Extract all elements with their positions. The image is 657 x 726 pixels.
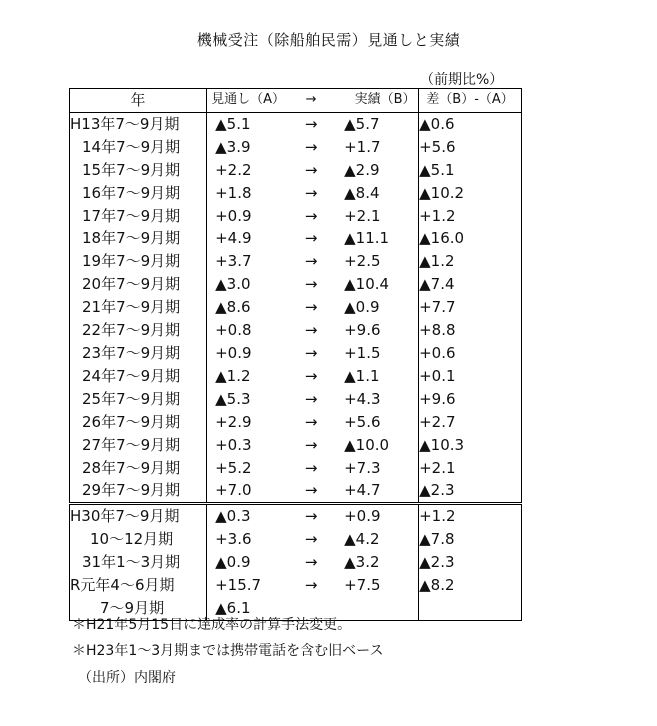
unit-label: （前期比%） <box>420 72 504 88</box>
table-row <box>70 574 522 597</box>
table-row <box>70 457 522 480</box>
forecast-value: ▲5.3 <box>215 389 251 408</box>
diff-value: +0.1 <box>419 366 456 385</box>
actual-value: ▲8.4 <box>344 183 380 202</box>
diff-value: +2.7 <box>419 412 456 431</box>
diff-value <box>419 597 522 620</box>
arrow-icon: → <box>304 298 318 317</box>
forecast-actual-table <box>69 88 522 621</box>
table-row <box>70 205 522 228</box>
table-row <box>70 112 522 135</box>
forecast-value: +7.0 <box>215 481 252 500</box>
header-forecast: 見通し（A） <box>211 92 286 107</box>
year-cell: 20年7～9月期 <box>70 273 207 296</box>
diff-value: ▲8.2 <box>419 576 455 595</box>
actual-value: +9.6 <box>344 321 381 340</box>
year-cell: 10～12月期 <box>70 528 207 551</box>
header-arrow: → <box>305 92 317 107</box>
forecast-value: ▲8.6 <box>215 298 251 317</box>
arrow-icon: → <box>304 343 318 362</box>
year-cell: 18年7～9月期 <box>70 227 207 250</box>
actual-value: +4.7 <box>344 481 381 500</box>
header-year: 年 <box>70 89 207 113</box>
forecast-actual-cell <box>207 504 419 528</box>
arrow-icon: → <box>304 576 318 595</box>
forecast-value: ▲1.2 <box>215 366 251 385</box>
forecast-value: ▲3.9 <box>215 137 251 156</box>
diff-value: ▲16.0 <box>419 229 465 248</box>
forecast-actual-cell <box>207 342 419 365</box>
table-row <box>70 434 522 457</box>
arrow-icon: → <box>304 530 318 549</box>
forecast-value: +4.9 <box>215 229 252 248</box>
forecast-actual-cell <box>207 296 419 319</box>
arrow-icon: → <box>304 481 318 500</box>
diff-value: +9.6 <box>419 389 456 408</box>
year-cell: 15年7～9月期 <box>70 159 207 182</box>
note-1: ＊H21年5月15日に達成率の計算手法変更。 <box>72 617 352 633</box>
forecast-actual-cell <box>207 434 419 457</box>
actual-value: ▲11.1 <box>344 229 390 248</box>
forecast-value: ▲0.9 <box>215 553 251 572</box>
diff-value: ▲0.6 <box>419 114 455 133</box>
diff-value: +2.1 <box>419 458 456 477</box>
table-row <box>70 388 522 411</box>
diff-value: ▲5.1 <box>419 160 455 179</box>
actual-value: ▲5.7 <box>344 114 380 133</box>
header-diff: 差（B）-（A） <box>419 89 522 113</box>
arrow-icon: → <box>304 435 318 454</box>
year-cell: 28年7～9月期 <box>70 457 207 480</box>
actual-value: +7.3 <box>344 458 381 477</box>
header-actual: 実績（B） <box>354 92 416 107</box>
year-cell: 23年7～9月期 <box>70 342 207 365</box>
table-row <box>70 136 522 159</box>
arrow-icon: → <box>304 507 318 526</box>
forecast-actual-cell <box>207 551 419 574</box>
forecast-actual-cell <box>207 528 419 551</box>
actual-value: ▲1.1 <box>344 366 380 385</box>
forecast-actual-cell <box>207 479 419 503</box>
year-cell: 17年7～9月期 <box>70 205 207 228</box>
forecast-value: +0.3 <box>215 435 252 454</box>
arrow-icon: → <box>304 229 318 248</box>
table-row <box>70 365 522 388</box>
forecast-actual-cell <box>207 388 419 411</box>
arrow-icon: → <box>304 114 318 133</box>
forecast-actual-cell <box>207 136 419 159</box>
arrow-icon: → <box>304 366 318 385</box>
arrow-icon: → <box>304 183 318 202</box>
actual-value: ▲10.4 <box>344 275 390 294</box>
diff-value: ▲2.3 <box>419 479 522 503</box>
forecast-value: +15.7 <box>215 576 262 595</box>
table-row <box>70 342 522 365</box>
forecast-value: ▲3.0 <box>215 275 251 294</box>
year-cell: 19年7～9月期 <box>70 250 207 273</box>
source-note: （出所）内閣府 <box>78 670 176 686</box>
actual-value: +0.9 <box>344 507 381 526</box>
forecast-value: ▲5.1 <box>215 114 251 133</box>
diff-value: +8.8 <box>419 321 456 340</box>
diff-value: ▲1.2 <box>419 252 455 271</box>
diff-value: ▲2.3 <box>419 553 455 572</box>
actual-value: +1.5 <box>344 343 381 362</box>
table-row <box>70 479 522 503</box>
table-row <box>70 250 522 273</box>
forecast-value: ▲6.1 <box>215 598 251 617</box>
forecast-value: +0.9 <box>215 343 252 362</box>
actual-value: ▲4.2 <box>344 530 380 549</box>
arrow-icon: → <box>304 160 318 179</box>
arrow-icon: → <box>304 252 318 271</box>
table-row <box>70 504 522 528</box>
arrow-icon: → <box>304 412 318 431</box>
year-cell: 31年1～3月期 <box>70 551 207 574</box>
note-2: ＊H23年1～3月期までは携帯電話を含む旧ベース <box>72 643 384 659</box>
table-row <box>70 528 522 551</box>
actual-value: ▲2.9 <box>344 160 380 179</box>
forecast-value: +3.7 <box>215 252 252 271</box>
forecast-actual-cell <box>207 365 419 388</box>
year-cell: 25年7～9月期 <box>70 388 207 411</box>
forecast-actual-cell <box>207 457 419 480</box>
actual-value: +2.5 <box>344 252 381 271</box>
table-row <box>70 319 522 342</box>
forecast-actual-cell <box>207 411 419 434</box>
forecast-actual-cell <box>207 319 419 342</box>
actual-value: ▲3.2 <box>344 553 380 572</box>
diff-value: +5.6 <box>419 137 456 156</box>
forecast-actual-cell <box>207 250 419 273</box>
actual-value: ▲0.9 <box>344 298 380 317</box>
forecast-actual-cell <box>207 159 419 182</box>
year-cell: 24年7～9月期 <box>70 365 207 388</box>
forecast-value: +0.9 <box>215 206 252 225</box>
arrow-icon: → <box>304 458 318 477</box>
forecast-value: +5.2 <box>215 458 252 477</box>
forecast-actual-cell <box>207 227 419 250</box>
actual-value: ▲10.0 <box>344 435 390 454</box>
diff-value: +1.2 <box>419 507 456 526</box>
forecast-value: +3.6 <box>215 530 252 549</box>
year-cell: R元年4～6月期 <box>70 574 207 597</box>
page-title: 機械受注（除船舶民需）見通しと実績 <box>196 31 461 49</box>
arrow-icon: → <box>304 275 318 294</box>
diff-value: ▲7.4 <box>419 275 455 294</box>
year-cell: H13年7～9月期 <box>70 112 207 135</box>
year-cell: 7～9月期 <box>70 597 207 620</box>
arrow-icon: → <box>304 389 318 408</box>
table-header-row <box>70 89 522 113</box>
year-cell: 21年7～9月期 <box>70 296 207 319</box>
year-cell: 22年7～9月期 <box>70 319 207 342</box>
table-row <box>70 296 522 319</box>
actual-value: +4.3 <box>344 389 381 408</box>
actual-value: +1.7 <box>344 137 381 156</box>
diff-value: ▲10.3 <box>419 435 465 454</box>
year-cell: 27年7～9月期 <box>70 434 207 457</box>
forecast-actual-cell <box>207 112 419 135</box>
diff-value: +7.7 <box>419 298 456 317</box>
forecast-actual-cell <box>207 205 419 228</box>
forecast-value: +1.8 <box>215 183 252 202</box>
year-cell: 16年7～9月期 <box>70 182 207 205</box>
table-row <box>70 551 522 574</box>
diff-value: +1.2 <box>419 206 456 225</box>
year-cell: 29年7～9月期 <box>70 479 207 503</box>
actual-value: +7.5 <box>344 576 381 595</box>
actual-value: +5.6 <box>344 412 381 431</box>
actual-value: +2.1 <box>344 206 381 225</box>
forecast-actual-cell <box>207 182 419 205</box>
arrow-icon: → <box>304 137 318 156</box>
table-row <box>70 227 522 250</box>
forecast-value: +2.2 <box>215 160 252 179</box>
diff-value: ▲7.8 <box>419 530 455 549</box>
table-row <box>70 159 522 182</box>
forecast-value: +0.8 <box>215 321 252 340</box>
table-row <box>70 411 522 434</box>
diff-value: ▲10.2 <box>419 183 465 202</box>
forecast-value: +2.9 <box>215 412 252 431</box>
arrow-icon: → <box>304 553 318 572</box>
arrow-icon: → <box>304 321 318 340</box>
table-row <box>70 182 522 205</box>
arrow-icon: → <box>304 206 318 225</box>
forecast-value: ▲0.3 <box>215 507 251 526</box>
year-cell: 26年7～9月期 <box>70 411 207 434</box>
forecast-actual-cell <box>207 574 419 597</box>
header-forecast-actual <box>207 89 419 113</box>
forecast-actual-cell <box>207 273 419 296</box>
table-row <box>70 273 522 296</box>
year-cell: 14年7～9月期 <box>70 136 207 159</box>
diff-value: +0.6 <box>419 343 456 362</box>
year-cell: H30年7～9月期 <box>70 504 207 528</box>
